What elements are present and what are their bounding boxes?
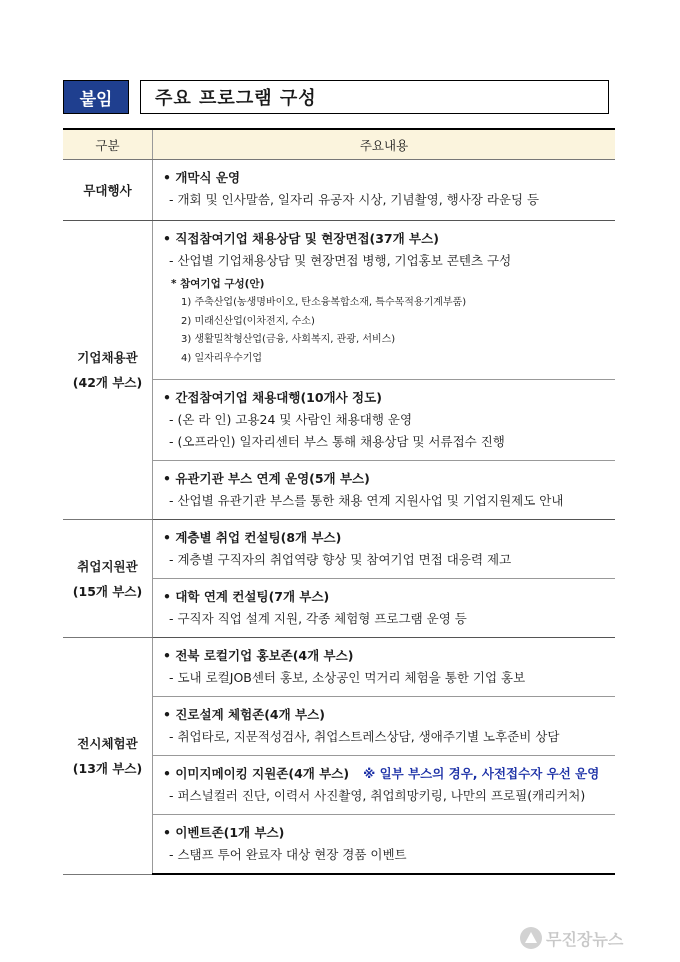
table-row	[63, 520, 615, 579]
item-detail: - 계층별 구직자의 취업역량 향상 및 참여기업 면접 대응력 제고	[169, 552, 512, 567]
item-detail: - (온 라 인) 고용24 및 사람인 채용대행 운영	[169, 412, 413, 427]
category-label: 무대행사	[83, 182, 132, 198]
item-heading: • 이벤트존(1개 부스)	[163, 825, 285, 840]
item-detail: - 스탬프 투어 완료자 대상 현장 경품 이벤트	[169, 847, 407, 862]
item-detail: - 도내 로컬JOB센터 홍보, 소상공인 먹거리 체험을 통한 기업 홍보	[169, 670, 526, 685]
item-detail: - 개회 및 인사말씀, 일자리 유공자 시상, 기념촬영, 행사장 라운딩 등	[169, 192, 540, 207]
category-cell	[63, 160, 153, 221]
item-detail: - (오프라인) 일자리센터 부스 통해 채용상담 및 서류접수 진행	[169, 434, 505, 449]
content-cell	[153, 579, 616, 638]
item-detail: - 구직자 직업 설계 지원, 각종 체험형 프로그램 운영 등	[169, 611, 467, 626]
note-item: 2) 미래신산업(이차전지, 수소)	[181, 315, 315, 327]
content-cell	[153, 815, 616, 875]
page-title: 주요 프로그램 구성	[140, 80, 609, 114]
note-item: 1) 주축산업(농생명바이오, 탄소융복합소재, 특수목적용기계부품)	[181, 297, 467, 308]
category-sublabel: (15개 부스)	[72, 583, 143, 599]
item-heading: • 대학 연계 컨설팅(7개 부스)	[163, 589, 330, 604]
category-cell	[63, 520, 153, 638]
category-label: 전시체험관	[77, 735, 138, 751]
category-sublabel: (13개 부스)	[72, 760, 143, 776]
note-item: 3) 생활밀착형산업(금융, 사회복지, 관광, 서비스)	[181, 334, 396, 345]
table-row	[63, 638, 615, 697]
content-cell	[153, 461, 616, 520]
item-heading: • 유관기관 부스 연계 운영(5개 부스)	[163, 471, 370, 486]
mountain-logo-icon	[520, 927, 542, 949]
content-cell	[153, 380, 616, 461]
item-heading: • 개막식 운영	[163, 170, 241, 185]
title-bar	[63, 80, 609, 114]
item-heading	[163, 763, 615, 785]
item-heading: • 직접참여기업 채용상담 및 현장면접(37개 부스)	[163, 231, 439, 246]
item-heading-text: • 이미지메이킹 지원존(4개 부스)	[163, 766, 350, 781]
item-detail: - 퍼스널컬러 진단, 이력서 사진촬영, 취업희망키링, 나만의 프로필(캐리커처)	[169, 788, 586, 803]
program-table	[63, 128, 615, 875]
content-cell	[153, 638, 616, 697]
category-cell	[63, 638, 153, 875]
header-content: 주요내용	[153, 129, 616, 160]
item-detail: - 취업타로, 지문적성검사, 취업스트레스상담, 생애주기별 노후준비 상담	[169, 729, 560, 744]
attachment-badge: 붙임	[63, 80, 129, 114]
item-heading: • 계층별 취업 컨설팅(8개 부스)	[163, 530, 342, 545]
table-row	[63, 160, 615, 221]
category-label: 기업채용관	[77, 350, 138, 365]
item-heading: • 전북 로컬기업 홍보존(4개 부스)	[163, 648, 354, 663]
table-header-row	[63, 129, 615, 160]
item-detail: - 산업별 유관기관 부스를 통한 채용 연계 지원사업 및 기업지원제도 안내	[169, 493, 564, 508]
category-sublabel: (42개 부스)	[72, 375, 143, 390]
content-cell	[153, 221, 616, 380]
priority-note: ※ 일부 부스의 경우, 사전접수자 우선 운영	[363, 766, 600, 781]
content-cell	[153, 756, 616, 815]
item-heading: • 진로설계 체험존(4개 부스)	[163, 707, 325, 722]
note-item: 4) 일자리우수기업	[181, 352, 263, 364]
content-cell	[153, 520, 616, 579]
watermark-text: 무진장뉴스	[546, 929, 624, 949]
header-category: 구분	[63, 129, 153, 160]
item-heading: • 간접참여기업 채용대행(10개사 정도)	[163, 390, 382, 405]
category-cell	[63, 221, 153, 520]
table-row	[63, 221, 615, 380]
note-title: * 참여기업 구성(안)	[171, 278, 265, 290]
content-cell	[153, 697, 616, 756]
content-cell	[153, 160, 616, 221]
watermark	[520, 924, 670, 952]
item-detail: - 산업별 기업채용상담 및 현장면접 병행, 기업홍보 콘텐츠 구성	[169, 253, 512, 268]
category-label: 취업지원관	[77, 558, 138, 574]
